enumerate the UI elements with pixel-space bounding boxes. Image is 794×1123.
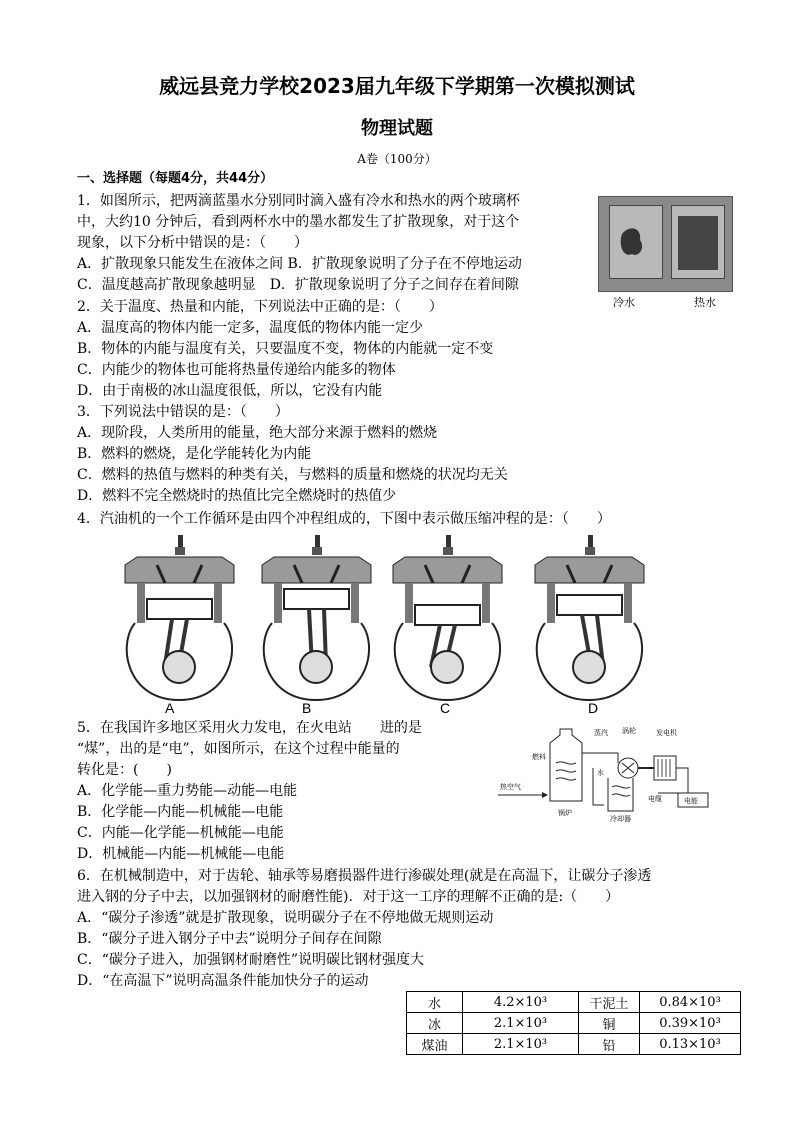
table-cell: 铅 <box>579 1034 640 1055</box>
table-cell: 冰 <box>407 1013 463 1034</box>
power-plant-diagram <box>498 723 713 823</box>
q3-stem: 3．下列说法中错误的是：（ ） <box>77 404 289 420</box>
table-cell: 4.2×10³ <box>463 992 579 1013</box>
q2-option-b: B．物体的内能与温度有关，只要温度不变，物体的内能就一定不变 <box>77 341 494 357</box>
q2-option-c: C．内能少的物体也可能将热量传递给内能多的物体 <box>77 362 396 378</box>
paper-label: A卷（100分） <box>357 152 437 166</box>
q3-option-b: B．燃料的燃烧，是化学能转化为内能 <box>77 446 312 462</box>
table-cell: 0.84×10³ <box>640 992 741 1013</box>
hot-air-label: 热空气 <box>500 783 521 791</box>
q5-line-3: 转化是：( ) <box>77 762 172 778</box>
table-cell: 2.1×10³ <box>463 1013 579 1034</box>
generator-label: 发电机 <box>656 729 677 737</box>
ink-cold-graphic <box>610 206 662 278</box>
q5-line-2: “煤”，出的是“电”，如图所示，在这个过程中能量的 <box>77 741 400 757</box>
table-row <box>407 1034 741 1055</box>
condenser-label: 冷却器 <box>610 815 631 823</box>
table-cell: 煤油 <box>407 1034 463 1055</box>
ink-hot-graphic <box>672 206 724 278</box>
table-cell: 干泥土 <box>579 992 640 1013</box>
q6-option-d: D．“在高温下”说明高温条件能加快分子的运动 <box>77 973 369 989</box>
table-row <box>407 1013 741 1034</box>
q2-option-d: D．由于南极的冰山温度很低，所以，它没有内能 <box>77 383 383 399</box>
cold-water-caption: 冷水 <box>613 296 635 309</box>
q3-option-a: A．现阶段，人类所用的能量，绝大部分来源于燃料的燃烧 <box>77 425 438 441</box>
q5-option-d: D．机械能—内能—机械能—电能 <box>77 846 285 862</box>
q5-option-c: C．内能—化学能—机械能—电能 <box>77 825 284 841</box>
subject-title: 物理试题 <box>361 118 433 139</box>
table-cell: 0.13×10³ <box>640 1034 741 1055</box>
q2-option-a: A．温度高的物体内能一定多，温度低的物体内能一定少 <box>77 320 424 336</box>
engine-label-d: D <box>588 700 599 716</box>
engine-diagram-d <box>527 535 652 705</box>
boiler-label: 锅炉 <box>558 809 572 817</box>
q1-line-2: 中，大约10 分钟后，看到两杯水中的墨水都发生了扩散现象，对于这个 <box>77 214 520 230</box>
q3-option-c: C．燃料的热值与燃料的种类有关，与燃料的质量和燃烧的状况均无关 <box>77 467 508 483</box>
cable-label: 电缆 <box>648 795 662 803</box>
table-cell: 2.1×10³ <box>463 1034 579 1055</box>
engine-diagram-a <box>117 535 242 705</box>
engine-label-a: A <box>165 700 175 716</box>
water-label: 水 <box>597 769 604 777</box>
q6-option-c: C．“碳分子进入，加强钢材耐磨性”说明碳比钢材强度大 <box>77 952 425 968</box>
electric-energy-label: 电能 <box>684 797 698 805</box>
q6-option-b: B．“碳分子进入钢分子中去”说明分子间存在间隙 <box>77 931 382 947</box>
engine-label-b: B <box>302 700 312 716</box>
q6-option-a: A．“碳分子渗透”就是扩散现象，说明碳分子在不停地做无规则运动 <box>77 910 494 926</box>
q5-option-a: A．化学能—重力势能—动能—电能 <box>77 783 298 799</box>
q1-option-ab: A．扩散现象只能发生在液体之间 B．扩散现象说明了分子在不停地运动 <box>77 256 522 272</box>
q6-line-1: 6．在机械制造中，对于齿轮、轴承等易磨损器件进行渗碳处理(就是在高温下，让碳分子渗透 <box>77 868 652 884</box>
q1-line-3: 现象，以下分析中错误的是：（ ） <box>77 235 308 251</box>
q3-option-d: D．燃料不完全燃烧时的热值比完全燃烧时的热值少 <box>77 488 397 504</box>
hot-water-caption: 热水 <box>694 296 716 309</box>
table-cell: 水 <box>407 992 463 1013</box>
engine-label-c: C <box>440 700 451 716</box>
q2-stem: 2．关于温度、热量和内能，下列说法中正确的是：（ ） <box>77 299 443 315</box>
turbine-label: 涡轮 <box>622 727 636 735</box>
specific-heat-table <box>406 991 741 1055</box>
table-cell: 0.39×10³ <box>640 1013 741 1034</box>
fuel-label: 燃料 <box>532 753 546 761</box>
steam-label: 蒸汽 <box>594 729 608 737</box>
section-heading: 一、选择题（每题4分，共44分） <box>77 171 274 186</box>
q6-line-2: 进入钢的分子中去，以加强钢材的耐磨性能)．对于这一工序的理解不正确的是:（ ） <box>77 889 620 905</box>
ink-diffusion-photo <box>598 196 733 292</box>
engine-diagram-b <box>254 535 379 705</box>
table-cell: 铜 <box>579 1013 640 1034</box>
q4-stem: 4．汽油机的一个工作循环是由四个冲程组成的，下图中表示做压缩冲程的是：（ ） <box>77 511 611 527</box>
exam-title: 威远县竞力学校2023届九年级下学期第一次模拟测试 <box>159 74 635 98</box>
hot-water-glass <box>671 205 725 279</box>
engine-diagram-c <box>385 535 510 705</box>
q5-option-b: B．化学能—内能—机械能—电能 <box>77 804 284 820</box>
table-row <box>407 992 741 1013</box>
q1-line-1: 1．如图所示，把两滴蓝墨水分别同时滴入盛有冷水和热水的两个玻璃杯 <box>77 193 520 209</box>
q1-option-cd: C．温度越高扩散现象越明显 D．扩散现象说明了分子之间存在着间隙 <box>77 277 519 293</box>
cold-water-glass <box>609 205 663 279</box>
q5-line-1: 5．在我国许多地区采用火力发电，在火电站 进的是 <box>77 720 422 736</box>
